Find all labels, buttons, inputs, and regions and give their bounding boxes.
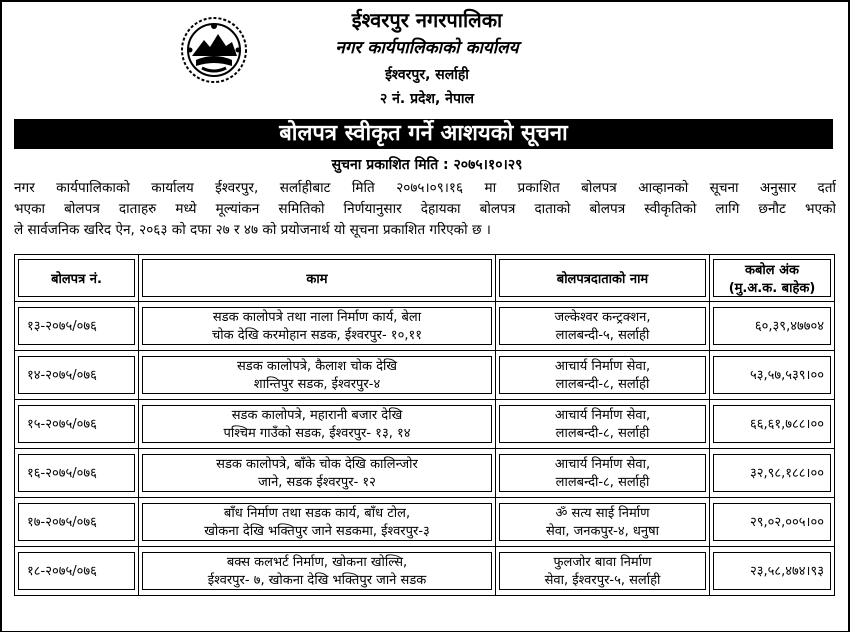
table-row xyxy=(15,547,835,596)
cell-bid-no: १३-२०७५/०७६ xyxy=(15,302,139,351)
table-row xyxy=(15,302,835,351)
cell-work: सडक कालोपत्रे तथा नाला निर्माण कार्य, बेला चोक देखि करमोहान सडक, ईश्वरपुर- १०,११ xyxy=(139,302,496,351)
cell-amount: २९,०२,००५।०० xyxy=(710,498,835,547)
cell-work: बक्स कलभर्ट निर्माण, खोकना खोल्सि, ईश्वरपुर- ७, खोकना देखि भक्तिपुर जाने सडक xyxy=(139,547,496,596)
cell-amount: ३२,९८,१८८।०० xyxy=(710,449,835,498)
cell-bid-no: १७-२०७५/०७६ xyxy=(15,498,139,547)
cell-amount: ६६,६१,७८८।०० xyxy=(710,400,835,449)
cell-amount: २३,५८,४७४।९३ xyxy=(710,547,835,596)
body-line: ले सार्वजनिक खरिद ऐन, २०६३ को दफा २७ र ४७ को प्रयोजनार्थ यो सूचना प्रकाशित गरिएको छ । xyxy=(14,222,491,238)
cell-work: सडक कालोपत्रे, बाँके चोक देखि कालिन्जोर जाने, सडक ईश्वरपुर- १२ xyxy=(139,449,496,498)
cell-bidder: आचार्य निर्माण सेवा, लालबन्दी-८, सर्लाही xyxy=(496,400,710,449)
accepted-bids-table xyxy=(14,254,835,596)
cell-bid-no: १४-२०७५/०७६ xyxy=(15,351,139,400)
header-amount: कबोल अंक (मु.अ.क. बाहेक) xyxy=(710,255,835,302)
table-header-row xyxy=(15,255,835,302)
body-line: भएका बोलपत्र दाताहरु मध्ये मूल्यांकन समितिको निर्णयानुसार देहायका बोलपत्र दाताको बोलपत्र स्वीकृतिको लागि छनौट भएको xyxy=(14,201,836,217)
province-name: २ नं. प्रदेश, नेपाल xyxy=(379,91,475,107)
table-row xyxy=(15,449,835,498)
cell-bid-no: १५-२०७५/०७६ xyxy=(15,400,139,449)
notice-title-banner: बोलपत्र स्वीकृत गर्ने आशयको सूचना xyxy=(14,119,833,149)
publish-date: सुचना प्रकाशित मिति : २०७५।१०।२९ xyxy=(331,157,523,173)
body-line: नगर कार्यपालिकाको कार्यालय ईश्वरपुर, सर्लाहीबाट मिति २०७५।०९।१६ मा प्रकाशित बोलपत्र आव्हानको सूचना अनुसार दर्ता xyxy=(14,180,836,196)
office-name: नगर कार्यपालिकाको कार्यालय xyxy=(335,38,519,58)
cell-amount: ५३,५७,५३९।०० xyxy=(710,351,835,400)
cell-bidder: आचार्य निर्माण सेवा, लालबन्दी-८, सर्लाही xyxy=(496,351,710,400)
cell-work: सडक कालोपत्रे, महारानी बजार देखि पश्चिम गाउँको सडक, ईश्वरपुर- १३, १४ xyxy=(139,400,496,449)
cell-work: बाँध निर्माण तथा सडक कार्य, बाँध टोल, खोकना देखि भक्तिपुर जाने सडकमा, ईश्वरपुर-३ xyxy=(139,498,496,547)
notice-body xyxy=(14,178,836,241)
table-row xyxy=(15,498,835,547)
cell-amount: ६०,३९,४७७०४ xyxy=(710,302,835,351)
cell-bidder: आचार्य निर्माण सेवा, लालबन्दी-८, सर्लाही xyxy=(496,449,710,498)
cell-bidder: जल्केश्वर कन्ट्रक्शन, लालबन्दी-५, सर्लाही xyxy=(496,302,710,351)
cell-bid-no: १६-२०७५/०७६ xyxy=(15,449,139,498)
table-row xyxy=(15,400,835,449)
cell-bidder: ॐ सत्य साई निर्माण सेवा, जनकपुर-४, धनुषा xyxy=(496,498,710,547)
header-bidder: बोलपत्रदाताको नाम xyxy=(496,255,710,302)
office-location: ईश्वरपुर, सर्लाही xyxy=(385,67,469,83)
header-work: काम xyxy=(139,255,496,302)
cell-work: सडक कालोपत्रे, कैलाश चोक देखि शान्तिपुर सडक, ईश्वरपुर-४ xyxy=(139,351,496,400)
table-row xyxy=(15,351,835,400)
header-bid-no: बोलपत्र नं. xyxy=(15,255,139,302)
municipality-name: ईश्वरपुर नगरपालिका xyxy=(351,8,503,32)
cell-bid-no: १८-२०७५/०७६ xyxy=(15,547,139,596)
cell-bidder: फुलजोर बावा निर्माण सेवा, ईश्वरपुर-५, सर्लाही xyxy=(496,547,710,596)
